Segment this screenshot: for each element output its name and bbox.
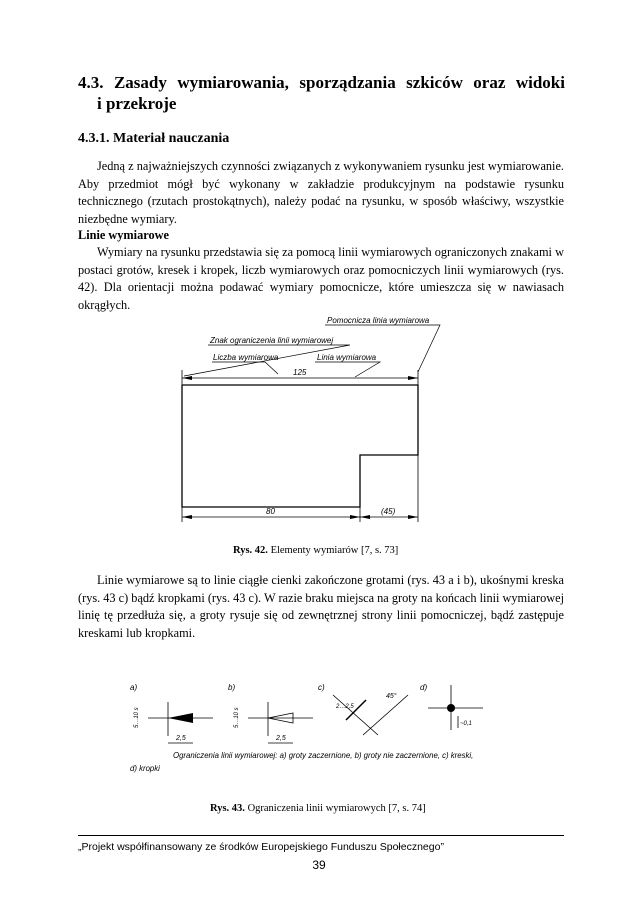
paragraph-3-text: Linie wymiarowe są to linie ciągłe cienki zakończone grotami (rys. 43 a i b), ukośnymi kreska (rys. 43 c) bądź kropkami (rys. 43 c). W razie braku miejsca na groty na końcach linii wymiarowej linię tę przedłuża się, a groty rysuje się od zewnętrznej strony linii pomocniczej, bądź zastępuje kreskami lub kropkami. [78,573,564,640]
fig43-label-d: d) [420,683,428,692]
figure-43 [118,680,498,780]
arrow-80-right [350,515,360,519]
dim-125: 125 [293,368,307,377]
dim-45: (45) [381,507,396,516]
paragraph-2 [78,244,564,314]
label-znak: Znak ograniczenia linii wymiarowej [210,336,334,345]
part-outline [182,385,418,507]
fig43-c-angle: 45° [386,693,397,700]
paragraph-1 [78,158,564,228]
leader-pomocnicza [325,325,440,372]
fig43-c-tick [346,700,366,720]
section-title-line2: i przekroje [97,94,177,113]
fig43-label-b: b) [228,683,236,692]
section-title-line1: 4.3. Zasady wymiarowania, sporządzania szkiców oraz widoki [78,73,565,92]
fig43-c-side: 2…2,5 [336,704,354,710]
leader-linia [315,362,380,377]
figure-42 [150,310,450,535]
figure-43-caption-num: Rys. 43. [210,803,245,814]
fig43-desc-line1: Ograniczenia linii wymiarowej: a) groty zaczernione, b) groty nie zaczernione, c) kreski, [173,751,474,760]
dim-80: 80 [266,507,275,516]
arrow-45-left [360,515,370,519]
fig43-desc-line2: d) kropki [130,764,160,773]
arrow-125-right [408,376,418,380]
fig43-b-dim-label: 2,5 [276,735,286,742]
leader-liczba [212,362,278,374]
label-linia: Linia wymiarowa [317,353,377,362]
fig43-a-dim-label: 2,5 [176,735,186,742]
subsection-title: 4.3.1. Materiał nauczania [78,131,230,146]
figure-43-caption [210,803,426,814]
figure-43-caption-text: Ograniczenia linii wymiarowych [7, s. 74] [247,803,426,814]
fig43-d-dim: ~0,1 [460,721,472,727]
fig43-c-line1 [333,695,378,735]
fig43-label-a: a) [130,683,138,692]
label-liczba: Liczba wymiarowa [213,353,279,362]
paragraph-2-text: Wymiary na rysunku przedstawia się za pomocą linii wymiarowych ograniczonych znakami w postaci grotów, kresek i kropek, liczb wymiarowych oraz pomocniczych linii wymiarowych (rys. 42). Dla orientacji można podawać wymiary pomocnicze, które umieszcza się w nawiasach okrągłych. [78,245,564,312]
arrow-125-left [182,376,192,380]
fig43-a-side: 5…10 s [134,707,140,728]
paragraph-3 [78,572,564,642]
section-title [78,72,565,114]
fig43-label-c: c) [318,683,325,692]
footer-divider [78,835,564,836]
paragraph-heading: Linie wymiarowe [78,228,169,242]
figure-42-caption [233,545,398,556]
figure-42-caption-text: Elementy wymiarów [7, s. 73] [270,545,399,556]
fig43-d-dot [447,704,455,712]
fig43-a-arrow [168,713,193,723]
figure-42-caption-num: Rys. 42. [233,545,268,556]
fig43-c-line2 [363,695,408,735]
label-pomocnicza: Pomocnicza linia wymiarowa [327,316,430,325]
fig43-b-side: 5…10 s [234,707,240,728]
arrow-80-left [182,515,192,519]
footer-project: „Projekt współfinansowany ze środków Europejskiego Funduszu Społecznego” [78,841,444,853]
page-number: 39 [312,858,326,872]
paragraph-1-text: Jedną z najważniejszych czynności związanych z wykonywaniem rysunku jest wymiarowanie. Aby przedmiot mógł być wykonany w zakładzie produkcyjnym na podstawie rysunku technicznego (rzutach prostokątnych), należy podać na rysunku, w sposób właściwy, wszystkie niezbędne wymiary. [78,159,564,226]
arrow-45-right [408,515,418,519]
